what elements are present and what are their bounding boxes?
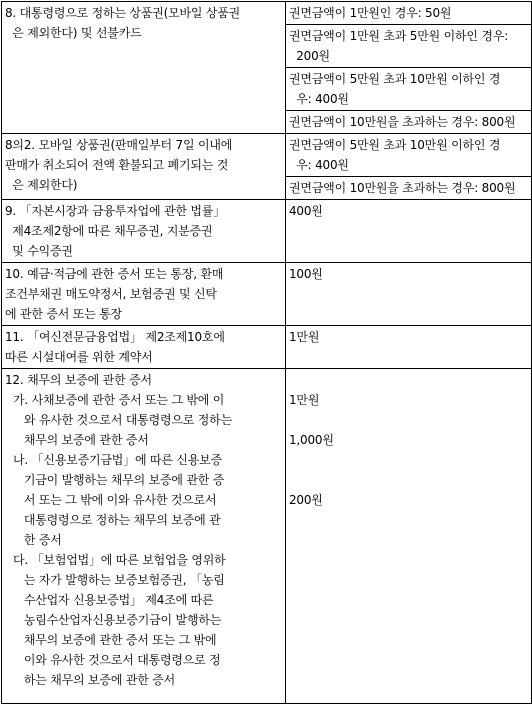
- spacer: [289, 370, 528, 390]
- amount-line: 우: 400원: [289, 158, 349, 172]
- spacer: [289, 510, 528, 530]
- sub-item-line: 대통령령으로 정하는 채무의 보증에 관: [13, 513, 221, 527]
- sub-item-line: 채무의 보증에 관한 증서 또는 그 밖에: [13, 633, 217, 647]
- stamp-tax-table: [1, 1, 532, 704]
- table-row: [2, 326, 532, 369]
- sub-item-line: 채무의 보증에 관한 증서: [13, 433, 149, 447]
- sub-item-line: 하는 채무의 보증에 관한 증서: [13, 673, 176, 687]
- amount-line: 100원: [289, 267, 323, 281]
- tax-amount-cell: [286, 25, 532, 68]
- amount-line: 권면금액이 1만원인 경우: 50원: [289, 6, 452, 20]
- description-line: 12. 채무의 보증에 관한 증서: [5, 373, 152, 387]
- sub-item-line: 농림수산업자신용보증기금이 발행하는: [13, 613, 222, 627]
- item-description-cell: [2, 263, 286, 326]
- amount-line: 권면금액이 5만원 초과 10만원 이하인 경: [289, 138, 501, 152]
- item-description-cell: [2, 326, 286, 369]
- sub-item-line: 나. 「신용보증기금법」에 따른 신용보증: [13, 453, 222, 467]
- sub-item-line: 수산업자 신용보증법」 제4조에 따른: [13, 593, 214, 607]
- spacer: [289, 550, 528, 570]
- description-line: 은 제외한다) 및 선불카드: [5, 26, 142, 40]
- amount-line: 200원: [289, 493, 323, 507]
- description-line: 8의2. 모바일 상품권(판매일부터 7일 이내에: [5, 138, 233, 152]
- amount-line: 우: 400원: [289, 92, 349, 106]
- description-line: 판매가 취소되어 전액 환불되고 폐기되는 것: [5, 158, 229, 172]
- sub-item-line: 서 또는 그 밖에 이와 유사한 것으로서: [13, 493, 217, 507]
- sub-item-line: 는 자가 발행하는 보증보험증권, 「농림: [13, 573, 225, 587]
- description-line: 제4조제2항에 따른 채무증권, 지분증권: [5, 224, 213, 238]
- spacer: [289, 570, 528, 590]
- tax-amount-cell: [286, 68, 532, 111]
- description-line: 10. 예금·적금에 관한 증서 또는 통장, 환매: [5, 267, 224, 281]
- spacer: [289, 610, 528, 630]
- amount-line: 1만원: [289, 330, 320, 344]
- sub-item-line: 이와 유사한 것으로서 대통령령으로 정: [13, 653, 221, 667]
- description-line: 및 수익증권: [5, 244, 73, 258]
- spacer: [289, 590, 528, 610]
- sub-item-line: 한 증서: [13, 533, 62, 547]
- item-description-cell: [2, 2, 286, 134]
- spacer: [5, 690, 282, 702]
- spacer: [289, 670, 528, 690]
- table-row: [2, 134, 532, 177]
- table-row: [2, 263, 532, 326]
- amount-line: 권면금액이 10만원을 초과하는 경우: 800원: [289, 115, 516, 129]
- amount-line: 권면금액이 5만원 초과 10만원 이하인 경: [289, 72, 501, 86]
- tax-amount-cell: [286, 134, 532, 177]
- description-line: 에 관한 증서 또는 통장: [5, 307, 122, 321]
- item-description-cell: [2, 369, 286, 704]
- description-line: 11. 「여신전문금융업법」 제2조제10호에: [5, 330, 225, 344]
- spacer: [289, 530, 528, 550]
- spacer: [289, 630, 528, 650]
- item-description-cell: [2, 134, 286, 200]
- description-line: 따른 시설대여를 위한 계약서: [5, 350, 153, 364]
- item-description-cell: [2, 200, 286, 263]
- tax-amount-cell: [286, 369, 532, 704]
- tax-amount-cell: [286, 177, 532, 200]
- description-line: 조건부채권 매도약정서, 보험증권 및 신탁: [5, 287, 217, 301]
- tax-amount-cell: [286, 200, 532, 263]
- tax-amount-cell: [286, 111, 532, 134]
- sub-item-line: 다. 「보험업법」에 따른 보험업을 영위하: [13, 553, 226, 567]
- table-row: [2, 369, 532, 704]
- amount-line: 권면금액이 1만원 초과 5만원 이하인 경우:: [289, 29, 509, 43]
- table-body: [2, 2, 532, 704]
- spacer: [289, 650, 528, 670]
- amount-line: 1만원: [289, 393, 320, 407]
- sub-item-line: 가. 사채보증에 관한 증서 또는 그 밖에 이: [13, 393, 225, 407]
- description-line: 은 제외한다): [5, 178, 78, 192]
- amount-line: 200원: [289, 49, 330, 63]
- table-row: [2, 2, 532, 25]
- amount-line: 400원: [289, 204, 323, 218]
- spacer: [289, 450, 528, 470]
- sub-item-line: 와 유사한 것으로서 대통령령으로 정하는: [13, 413, 232, 427]
- amount-line: 권면금액이 10만원을 초과하는 경우: 800원: [289, 181, 516, 195]
- amount-line: 1,000원: [289, 433, 334, 447]
- spacer: [289, 470, 528, 490]
- spacer: [289, 410, 528, 430]
- description-line: 8. 대통령령으로 정하는 상품권(모바일 상품권: [5, 6, 241, 20]
- tax-amount-cell: [286, 263, 532, 326]
- tax-amount-cell: [286, 326, 532, 369]
- sub-item-line: 기금이 발행하는 채무의 보증에 관한 증: [13, 473, 225, 487]
- tax-amount-cell: [286, 2, 532, 25]
- table-row: [2, 200, 532, 263]
- description-line: 9. 「자본시장과 금융투자업에 관한 법률」: [5, 204, 225, 218]
